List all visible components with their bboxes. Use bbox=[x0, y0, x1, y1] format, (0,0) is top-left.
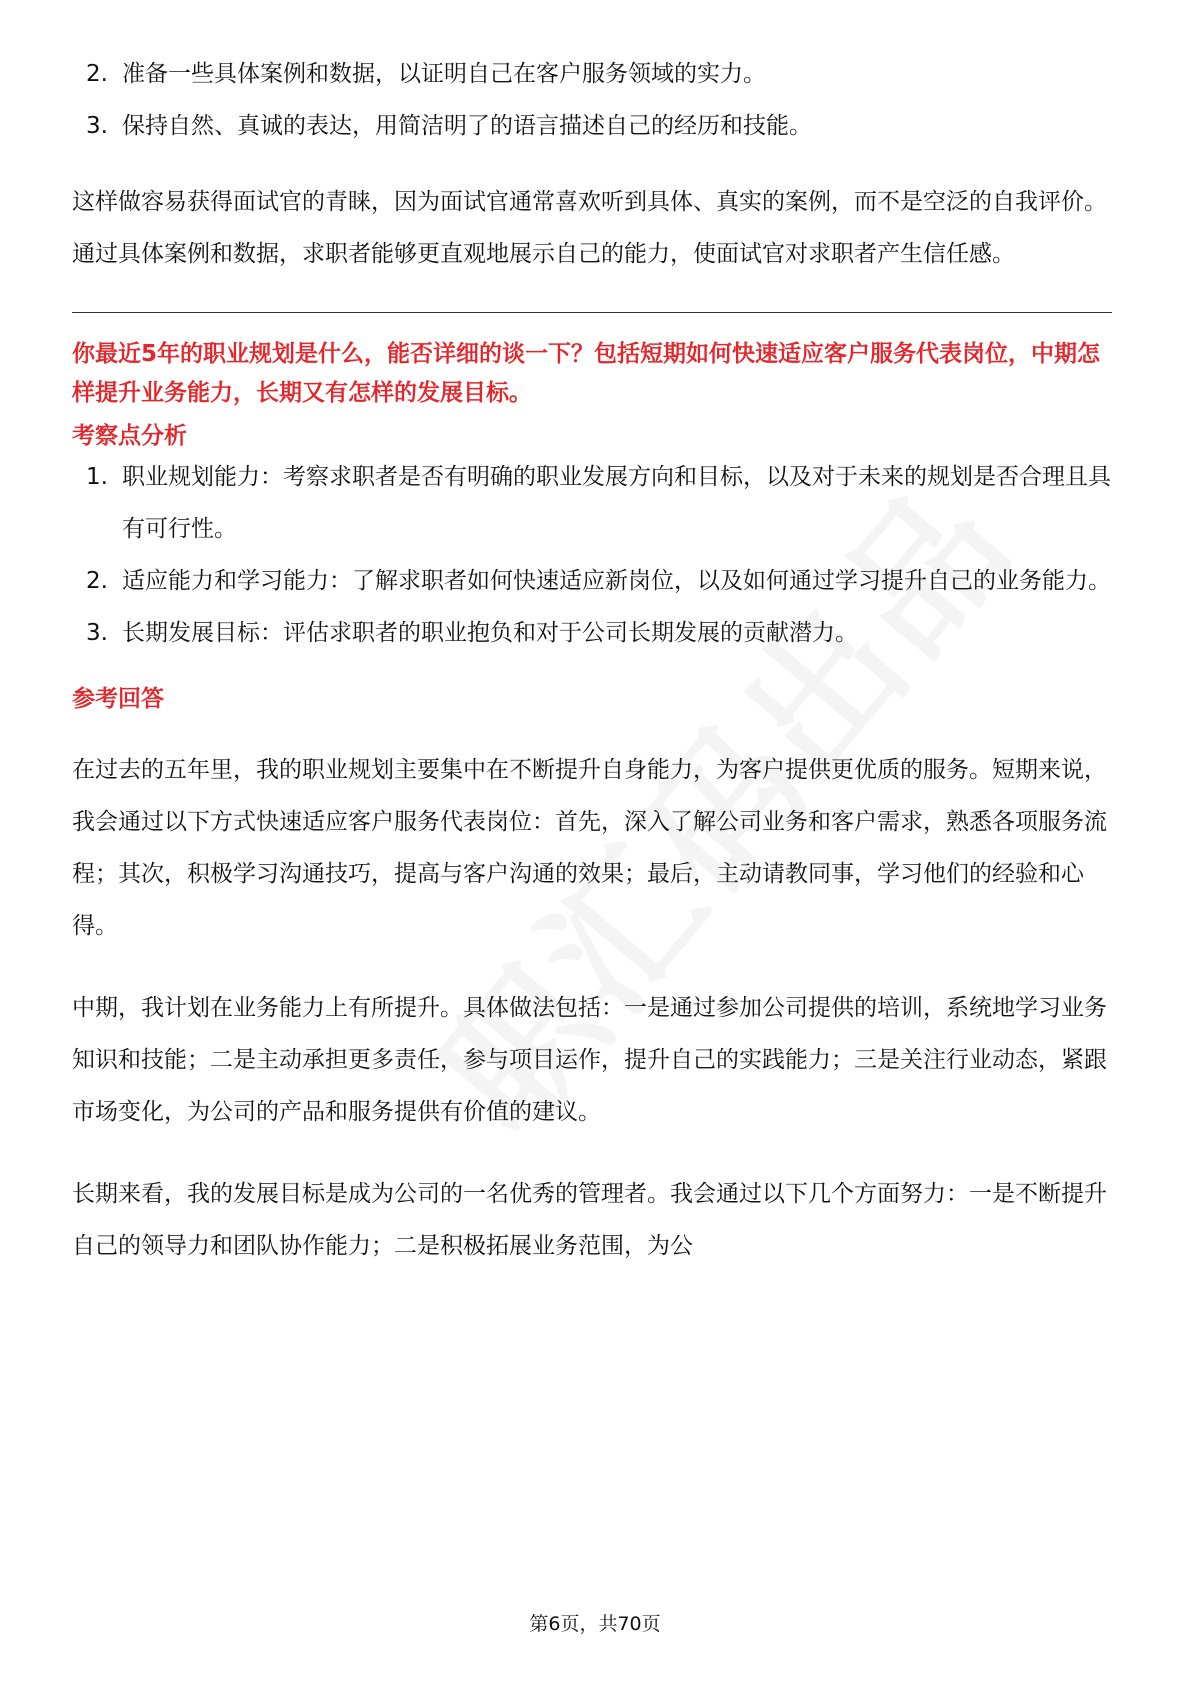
list-item-text: 长期发展目标：评估求职者的职业抱负和对于公司长期发展的贡献潜力。 bbox=[122, 620, 858, 646]
reference-answer-heading: 参考回答 bbox=[72, 686, 164, 712]
page-content bbox=[72, 48, 1112, 1272]
list-item bbox=[72, 555, 1112, 607]
list-number: 3. bbox=[86, 113, 108, 139]
list-number: 1. bbox=[86, 464, 108, 490]
list-item bbox=[72, 48, 1112, 100]
answer-paragraph: 中期，我计划在业务能力上有所提升。具体做法包括：一是通过参加公司提供的培训，系统地学习业务知识和技能；二是主动承担更多责任，参与项目运作，提升自己的实践能力；三是关注行业动态，紧跟市场变化，为公司的产品和服务提供有价值的建议。 bbox=[72, 995, 1107, 1125]
analysis-heading: 考察点分析 bbox=[72, 423, 187, 449]
list-number: 2. bbox=[86, 61, 108, 87]
list-item bbox=[72, 451, 1112, 555]
intro-paragraph: 这样做容易获得面试官的青睐，因为面试官通常喜欢听到具体、真实的案例，而不是空泛的自我评价。通过具体案例和数据，求职者能够更直观地展示自己的能力，使面试官对求职者产生信任感。 bbox=[72, 189, 1107, 267]
interview-question: 你最近5年的职业规划是什么，能否详细的谈一下？包括短期如何快速适应客户服务代表岗位，中期怎样提升业务能力，长期又有怎样的发展目标。 bbox=[72, 341, 1101, 406]
list-item-text: 保持自然、真诚的表达，用简洁明了的语言描述自己的经历和技能。 bbox=[122, 113, 812, 139]
page-footer: 第6页，共70页 bbox=[529, 1613, 661, 1635]
answer-paragraph: 在过去的五年里，我的职业规划主要集中在不断提升自身能力，为客户提供更优质的服务。短期来说，我会通过以下方式快速适应客户服务代表岗位：首先，深入了解公司业务和客户需求，熟悉各项服务流程；其次，积极学习沟通技巧，提高与客户沟通的效果；最后，主动请教同事，学习他们的经验和心得。 bbox=[72, 757, 1107, 939]
list-item-text: 适应能力和学习能力：了解求职者如何快速适应新岗位，以及如何通过学习提升自己的业务能力。 bbox=[122, 568, 1111, 594]
section-divider bbox=[72, 312, 1112, 313]
list-number: 2. bbox=[86, 568, 108, 594]
list-item bbox=[72, 607, 1112, 659]
analysis-numbered-list bbox=[72, 451, 1112, 659]
top-numbered-list bbox=[72, 48, 1112, 152]
list-item bbox=[72, 100, 1112, 152]
list-item-text: 准备一些具体案例和数据，以证明自己在客户服务领域的实力。 bbox=[122, 61, 766, 87]
list-number: 3. bbox=[86, 620, 108, 646]
answer-paragraph: 长期来看，我的发展目标是成为公司的一名优秀的管理者。我会通过以下几个方面努力：一是不断提升自己的领导力和团队协作能力；二是积极拓展业务范围，为公 bbox=[72, 1181, 1107, 1259]
list-item-text: 职业规划能力：考察求职者是否有明确的职业发展方向和目标，以及对于未来的规划是否合理且具有可行性。 bbox=[122, 464, 1111, 542]
